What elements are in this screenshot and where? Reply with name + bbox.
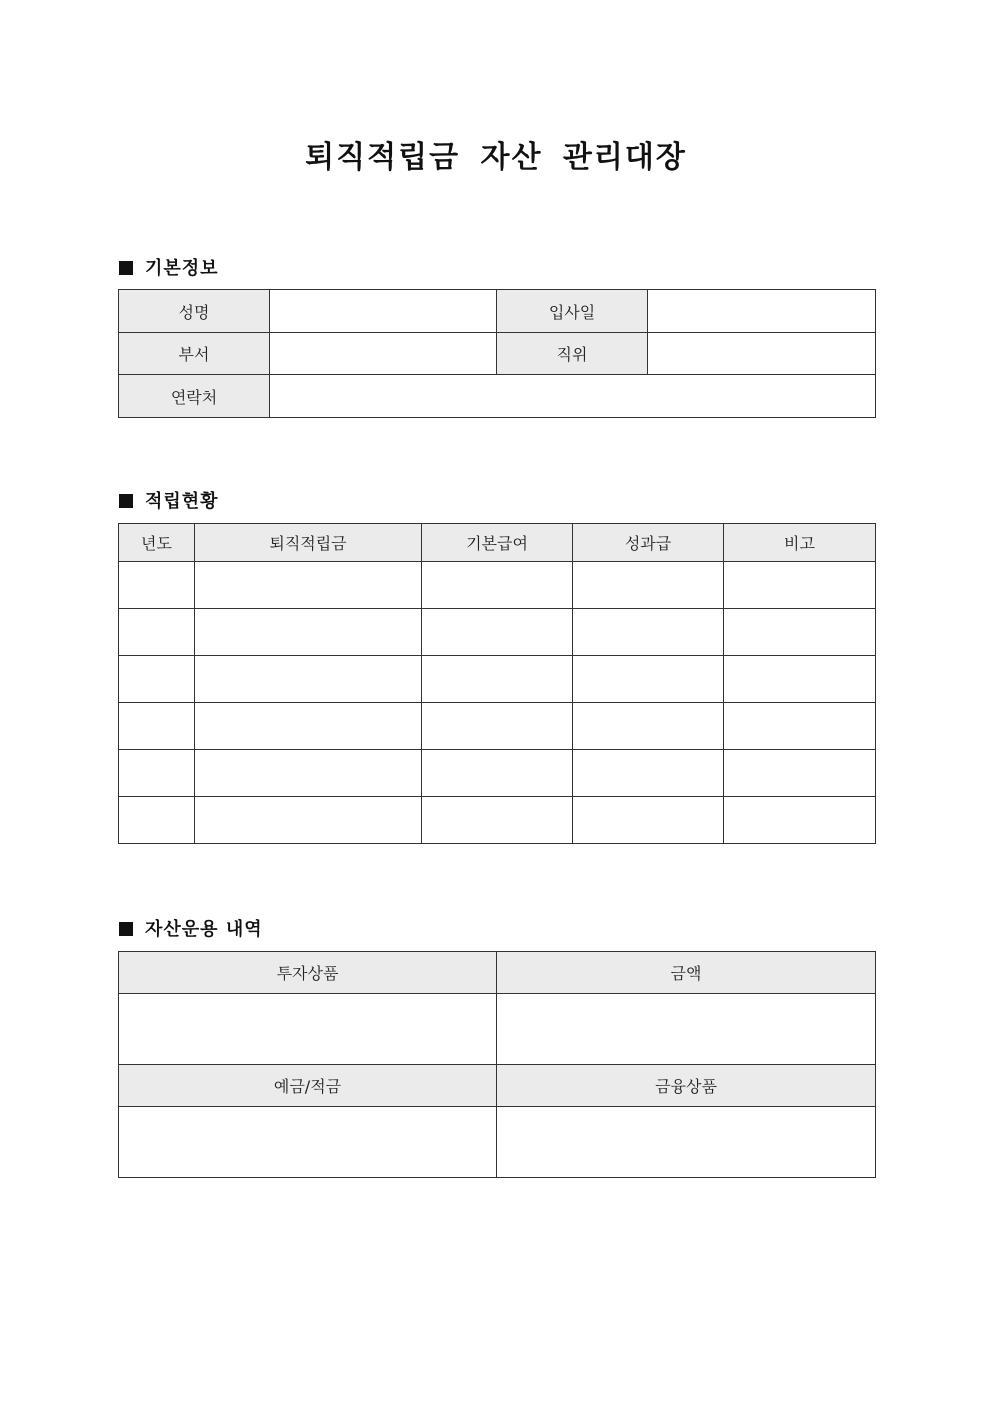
cell-base-salary[interactable] — [422, 703, 573, 750]
cell-year[interactable] — [119, 656, 195, 703]
cell-bonus[interactable] — [573, 750, 724, 797]
accumulation-table — [118, 523, 876, 844]
table-row — [119, 562, 876, 609]
section-basic-label: 기본정보 — [145, 258, 219, 279]
assets-table — [118, 951, 876, 1178]
header-base-salary: 기본급여 — [422, 524, 573, 562]
cell-year[interactable] — [119, 609, 195, 656]
cell-remarks[interactable] — [724, 750, 876, 797]
square-bullet-icon — [119, 261, 133, 275]
cell-remarks[interactable] — [724, 562, 876, 609]
value-department[interactable] — [270, 333, 497, 375]
header-remarks: 비고 — [724, 524, 876, 562]
section-assets-heading — [119, 915, 263, 941]
cell-retirement-fund[interactable] — [195, 609, 422, 656]
value-deposit[interactable] — [119, 1107, 497, 1178]
table-row — [119, 750, 876, 797]
cell-retirement-fund[interactable] — [195, 703, 422, 750]
header-amount: 금액 — [497, 952, 876, 994]
cell-bonus[interactable] — [573, 609, 724, 656]
cell-retirement-fund[interactable] — [195, 750, 422, 797]
section-basic-heading — [119, 254, 219, 280]
cell-remarks[interactable] — [724, 656, 876, 703]
header-financial: 금융상품 — [497, 1065, 876, 1107]
cell-base-salary[interactable] — [422, 656, 573, 703]
header-investment: 투자상품 — [119, 952, 497, 994]
cell-bonus[interactable] — [573, 656, 724, 703]
cell-bonus[interactable] — [573, 562, 724, 609]
table-row — [119, 797, 876, 844]
cell-bonus[interactable] — [573, 703, 724, 750]
table-row — [119, 609, 876, 656]
cell-retirement-fund[interactable] — [195, 797, 422, 844]
value-contact[interactable] — [270, 375, 876, 418]
value-name[interactable] — [270, 290, 497, 333]
cell-year[interactable] — [119, 703, 195, 750]
section-accumulation-heading — [119, 487, 219, 513]
square-bullet-icon — [119, 494, 133, 508]
value-amount[interactable] — [497, 994, 876, 1065]
cell-remarks[interactable] — [724, 609, 876, 656]
cell-remarks[interactable] — [724, 797, 876, 844]
section-assets-label: 자산운용 내역 — [145, 919, 263, 940]
cell-year[interactable] — [119, 750, 195, 797]
section-accumulation-label: 적립현황 — [145, 491, 219, 512]
header-retirement-fund: 퇴직적립금 — [195, 524, 422, 562]
header-year: 년도 — [119, 524, 195, 562]
cell-base-salary[interactable] — [422, 750, 573, 797]
label-hire-date: 입사일 — [497, 290, 648, 333]
header-deposit: 예금/적금 — [119, 1065, 497, 1107]
value-hire-date[interactable] — [648, 290, 876, 333]
cell-base-salary[interactable] — [422, 562, 573, 609]
label-department: 부서 — [119, 333, 270, 375]
header-bonus: 성과급 — [573, 524, 724, 562]
cell-year[interactable] — [119, 797, 195, 844]
cell-bonus[interactable] — [573, 797, 724, 844]
cell-base-salary[interactable] — [422, 797, 573, 844]
label-contact: 연락처 — [119, 375, 270, 418]
value-financial[interactable] — [497, 1107, 876, 1178]
label-position: 직위 — [497, 333, 648, 375]
value-investment[interactable] — [119, 994, 497, 1065]
table-row — [119, 703, 876, 750]
cell-retirement-fund[interactable] — [195, 656, 422, 703]
table-row — [119, 656, 876, 703]
square-bullet-icon — [119, 922, 133, 936]
cell-year[interactable] — [119, 562, 195, 609]
basic-info-table — [118, 289, 876, 418]
cell-base-salary[interactable] — [422, 609, 573, 656]
cell-retirement-fund[interactable] — [195, 562, 422, 609]
label-name: 성명 — [119, 290, 270, 333]
cell-remarks[interactable] — [724, 703, 876, 750]
page-title: 퇴직적립금 자산 관리대장 — [305, 140, 687, 175]
value-position[interactable] — [648, 333, 876, 375]
